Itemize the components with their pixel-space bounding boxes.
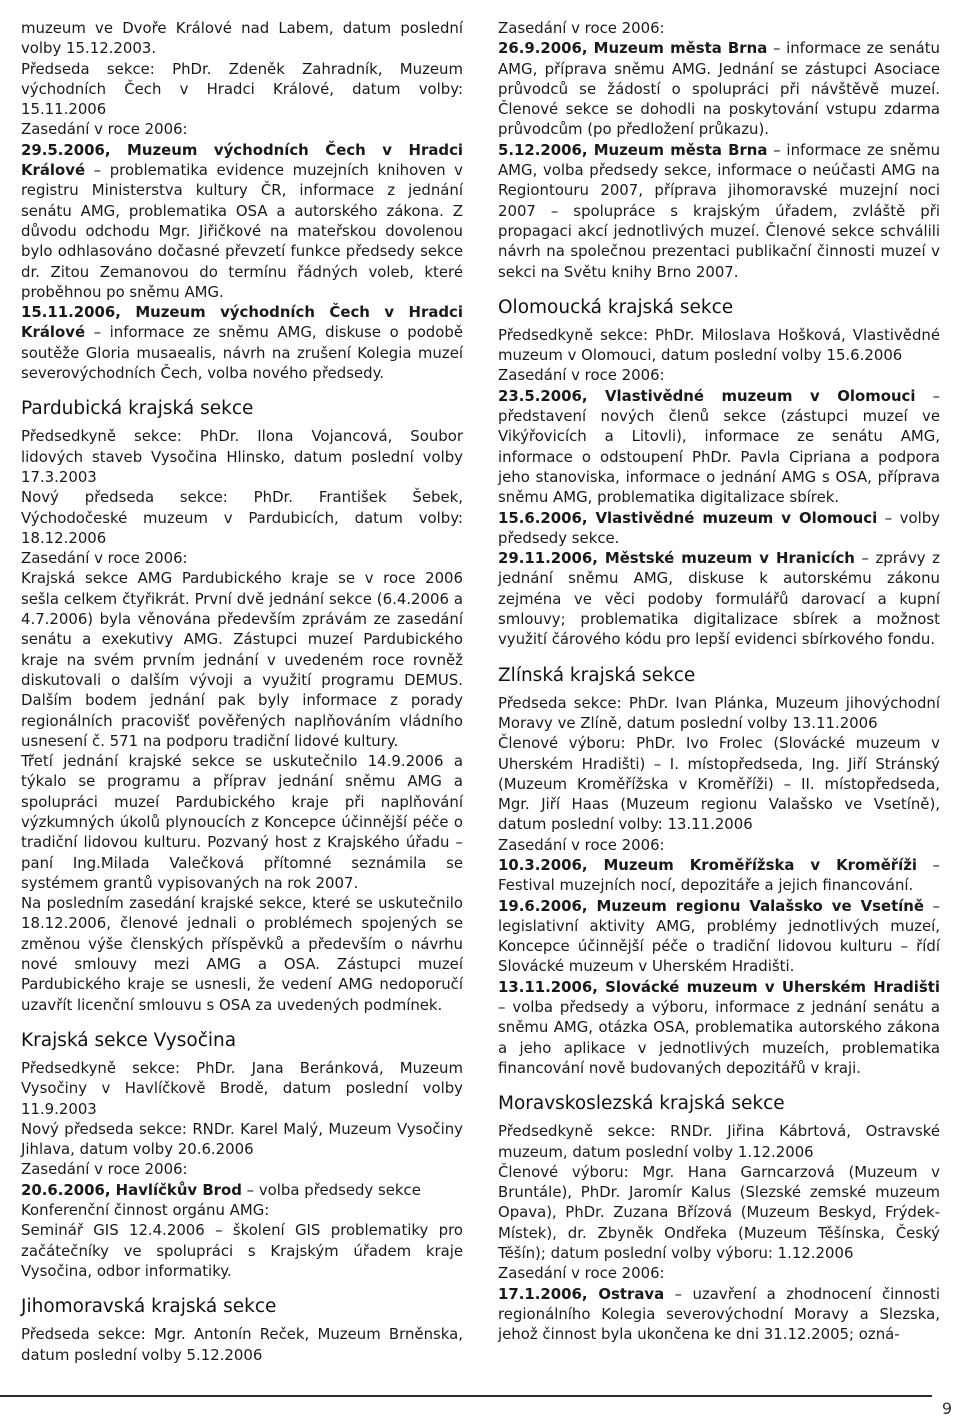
- meeting-entry: [498, 38, 940, 139]
- meeting-text: – představení nových členů sekce (zástupci muzeí ve Vikýřovicích a Litovli), informace ze senátu AMG, informace o odstoupení PhDr. Pavla Cipriana a podpora jeho stanoviska, informace o jednání AMG s OSA, příprava sněmu AMG, problematika digitalizace sbírek.: [498, 386, 940, 507]
- meeting-text: – legislativní aktivity AMG, problémy jednotlivých muzeí, Koncepce účinnější péče o tradiční lidovou kulturu – řídí Slovácké muzeum v Uherském Hradišti.: [498, 896, 940, 976]
- meetings-label: Zasedání v roce 2006:: [21, 120, 188, 139]
- meetings-label: Zasedání v roce 2006:: [21, 549, 188, 568]
- meetings-label: Zasedání v roce 2006:: [498, 366, 665, 385]
- meeting-text: – volba předsedy sekce: [241, 1180, 421, 1199]
- meeting-text: – informace ze senátu AMG, příprava sněmu AMG. Jednání se zástupci Asociace průvodců se žádostí o spolupráci při návštěvě muzeí. Členové sekce se dohodli na poskytování vstupu zdarma průvodcům (po předložení průkazu).: [498, 39, 940, 139]
- meeting-entry: [21, 1180, 463, 1200]
- paragraph: Předsedkyně sekce: RNDr. Jiřina Kábrtová, Ostravské muzeum, datum poslední volby 1.12.2006: [498, 1122, 940, 1161]
- paragraph: Členové výboru: Mgr. Hana Garncarzová (Muzeum v Bruntále), PhDr. Jaromír Kalus (Slezské zemské muzeum Opava), PhDr. Zuzana Břízová (Muzeum Beskyd, Frýdek-Místek), dr. Zbyněk Ondřeka (Muzeum Těšínska, Český Těšín); datum poslední volby výboru: 1.12.2006: [498, 1162, 940, 1263]
- paragraph: Předsedkyně sekce: PhDr. Ilona Vojancová, Soubor lidových staveb Vysočina Hlinsko, datum poslední volby 17.3.2003: [21, 427, 463, 486]
- meeting-head: 19.6.2006, Muzeum regionu Valašsko ve Vsetíně: [498, 896, 924, 915]
- meeting-entry: [498, 508, 940, 549]
- page-number: 9: [941, 1399, 952, 1418]
- paragraph: Na posledním zasedání krajské sekce, které se uskutečnilo 18.12.2006, členové jednali o problémech spojených se změnou výše členských příspěvků a především o návrhu nové smlouvy mezi AMG a OSA. Zástupci muzeí Pardubického kraje se usnesli, že vedení AMG nedoporučí uzavřít licenční smlouvu s OSA za uvedených podmínek.: [21, 894, 463, 1014]
- meeting-head: 13.11.2006, Slovácké muzeum v Uherském Hradišti: [498, 977, 940, 996]
- paragraph: Předseda sekce: Mgr. Antonín Reček, Muzeum Brněnska, datum poslední volby 5.12.2006: [21, 1325, 463, 1364]
- paragraph: Seminář GIS 12.4.2006 – školení GIS problematiky pro začátečníky ve spolupráci s Krajským úřadem kraje Vysočina, odbor informatiky.: [21, 1221, 463, 1280]
- meeting-entry: [21, 302, 463, 383]
- section-title-vysocina: Krajská sekce Vysočina: [21, 1029, 237, 1051]
- meeting-text: – problematika evidence muzejních knihoven v registru Ministerstva kultury ČR, informace z jednání senátu AMG, problematika OSA a autorského zákona. Z důvodu odchodu Mgr. Jiřičkové na mateřskou dovolenou bylo odhlasováno dočasné převzetí funkce předsedy sekce dr. Zitou Zemanovou do termínu řádných voleb, které proběhnou po sněmu AMG.: [21, 161, 463, 301]
- meeting-entry: [498, 896, 940, 977]
- meeting-head: 10.3.2006, Muzeum Kroměřížska v Kroměříži: [498, 855, 918, 874]
- section-title-moravskoslezska: Moravskoslezská krajská sekce: [498, 1093, 785, 1115]
- meeting-entry: [498, 977, 940, 1078]
- meeting-text: – zprávy z jednání sněmu AMG, diskuse k autorskému zákonu zejména ve věci podoby formulářů darovací a kupní smlouvy; problematika digitalizace sbírek a možnost využití čárového kódu pro lepší evidenci sbírkového fondu.: [498, 549, 940, 649]
- meeting-entry: [498, 386, 940, 508]
- paragraph: Předsedkyně sekce: PhDr. Miloslava Hošková, Vlastivědné muzeum v Olomouci, datum poslední volby 15.6.2006: [498, 325, 940, 365]
- footer-rule: [0, 1395, 932, 1397]
- section-title-olomouc: Olomoucká krajská sekce: [498, 296, 734, 318]
- paragraph: Krajská sekce AMG Pardubického kraje se v roce 2006 sešla celkem čtyřikrát. První dvě jednání sekce (6.4.2006 a 4.7.2006) byla věnována především zprávám ze zasedání senátu a exekutivy AMG. Zástupci muzeí Pardubického kraje na svém prvním jednání v uvedeném roce rovněž diskutovali o dalším vývoji a využití programu DEMUS. Dalším bodem jednání pak byly informace z porady regionálních pracovišť pověřených naplňováním vládního usnesení č. 571 na podporu tradiční lidové kultury.: [21, 569, 463, 750]
- meeting-text: – volby předsedy sekce.: [498, 508, 940, 547]
- paragraph: Nový předseda sekce: PhDr. František Šebek, Východočeské muzeum v Pardubicích, datum volby: 18.12.2006: [21, 488, 463, 547]
- meeting-head: 20.6.2006, Havlíčkův Brod: [21, 1180, 242, 1199]
- meeting-entry: [498, 548, 940, 649]
- meeting-text: – informace ze sněmu AMG, volba předsedy sekce, informace o neúčasti AMG na Regiontouru 2007, příprava jihomoravské muzejní noci 2007 – spolupráce s krajským úřadem, zvláště při propagaci akcí jednotlivých muzeí. Členové sekce schválili návrh na společnou prezentaci publikační činnosti muzeí v sekci na Světu knihy Brno 2007.: [498, 140, 941, 281]
- paragraph: Předsedkyně sekce: PhDr. Jana Beránková, Muzeum Vysočiny v Havlíčkově Brodě, datum poslední volby 11.9.2003: [21, 1058, 463, 1118]
- meetings-label: Zasedání v roce 2006:: [21, 1160, 188, 1179]
- meeting-entry: [498, 140, 940, 282]
- paragraph: Nový předseda sekce: RNDr. Karel Malý, Muzeum Vysočiny Jihlava, datum volby 20.6.2006: [21, 1119, 463, 1159]
- meeting-head: 29.11.2006, Městské muzeum v Hranicích: [498, 549, 855, 568]
- intro-text: muzeum ve Dvoře Králové nad Labem, datum poslední volby 15.12.2003.: [21, 19, 463, 58]
- left-column: [21, 18, 463, 1365]
- section-title-zlin: Zlínská krajská sekce: [498, 664, 696, 686]
- chair-line: Předseda sekce: PhDr. Zdeněk Zahradník, Muzeum východních Čech v Hradci Králové, datum volby: 15.11.2006: [21, 59, 463, 119]
- meeting-text: – volba předsedy a výboru, informace z jednání senátu a sněmu AMG, otázka OSA, problematika autorského zákona a jeho aplikace v jednotlivých muzeích, problematika financování nově budovaných depozitářů v kraji.: [498, 998, 940, 1077]
- paragraph: Třetí jednání krajské sekce se uskutečnilo 14.9.2006 a týkalo se programu a příprav jednání sněmu AMG a spolupráci muzeí Pardubického kraje při naplňování výzkumných úkolů plynoucích z Koncepce účinnější péče o tradiční lidovou kulturu. Pozvaný host z Krajského úřadu – paní Ing.Milada Valečková přítomné seznámila se systémem grantů vypisovaných na rok 2007.: [21, 752, 463, 892]
- meeting-entry: [498, 1284, 940, 1345]
- meeting-text: – Festival muzejních nocí, depozitáře a jejich financování.: [498, 855, 941, 895]
- right-column: [498, 18, 940, 1345]
- meeting-head: 15.11.2006, Muzeum východních Čech v Hradci Králové: [21, 303, 463, 342]
- section-title-pardubice: Pardubická krajská sekce: [21, 398, 254, 420]
- meetings-label: Zasedání v roce 2006:: [498, 835, 665, 854]
- meeting-head: 23.5.2006, Vlastivědné muzeum v Olomouci: [498, 386, 916, 405]
- meetings-label: Zasedání v roce 2006:: [498, 19, 665, 37]
- meeting-entry: [498, 855, 940, 896]
- meeting-head: 15.6.2006, Vlastivědné muzeum v Olomouci: [498, 508, 878, 527]
- meeting-text: – uzavření a zhodnocení činnosti regionálního Kolegia severovýchodní Moravy a Slezska, jehož činnost byla ukončena ke dni 31.12.2005; ozná-: [498, 1284, 941, 1344]
- paragraph: Předseda sekce: PhDr. Ivan Plánka, Muzeum jihovýchodní Moravy ve Zlíně, datum poslední volby 13.11.2006: [498, 693, 940, 732]
- paragraph: Členové výboru: PhDr. Ivo Frolec (Slovácké muzeum v Uherském Hradišti) – I. místopředseda, Ing. Jiří Stránský (Muzeum Kroměřížska v Kroměříži) – II. místopředseda, Mgr. Jiří Haas (Muzeum regionu Valašsko ve Vsetíně), datum poslední volby: 13.11.2006: [498, 734, 940, 834]
- section-title-jihomoravska: Jihomoravská krajská sekce: [21, 1296, 277, 1318]
- conference-label: Konferenční činnost orgánu AMG:: [21, 1201, 270, 1220]
- meeting-head: 26.9.2006, Muzeum města Brna: [498, 39, 768, 58]
- meetings-label: Zasedání v roce 2006:: [498, 1264, 665, 1283]
- meeting-head: 5.12.2006, Muzeum města Brna: [498, 140, 768, 159]
- meeting-head: 29.5.2006, Muzeum východních Čech v Hradci Králové: [21, 140, 463, 180]
- meeting-head: 17.1.2006, Ostrava: [498, 1284, 665, 1303]
- meeting-text: – informace ze sněmu AMG, diskuse o podobě soutěže Gloria musaealis, návrh na zrušení Kolegia muzeí severovýchodních Čech, volba nového předsedy.: [21, 323, 463, 383]
- meeting-entry: [21, 140, 463, 302]
